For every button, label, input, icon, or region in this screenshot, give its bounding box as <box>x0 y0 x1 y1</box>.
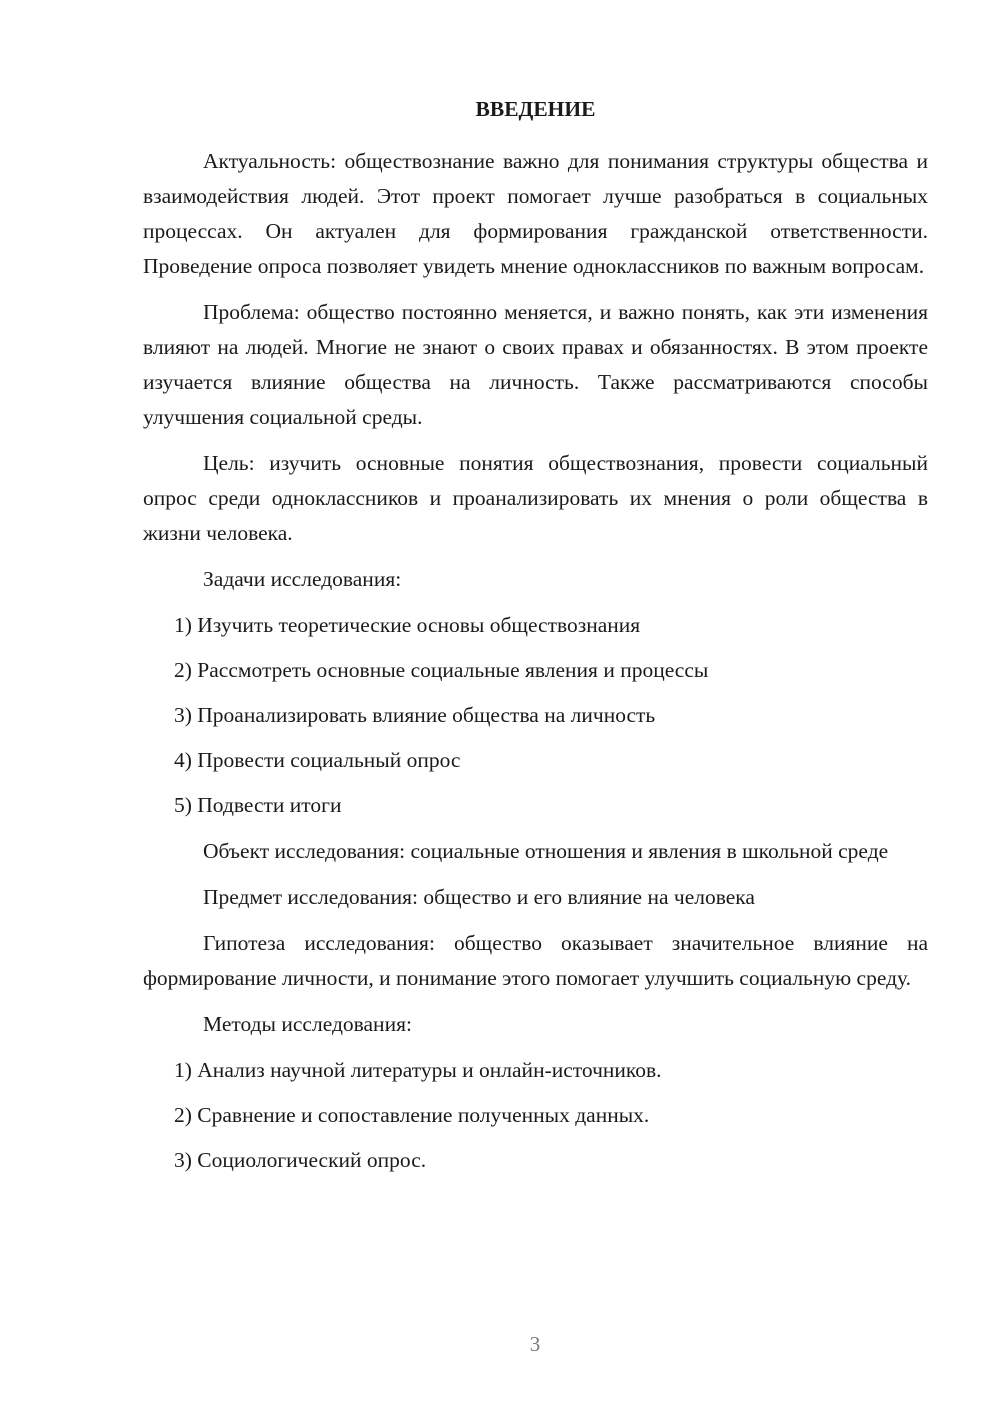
tasks-list <box>143 608 928 823</box>
page-number: 3 <box>529 1332 541 1356</box>
document-page <box>143 94 928 1189</box>
problem-paragraph: Проблема: общество постоянно меняется, и важно понять, как эти изменения влияют на людей. Многие не знают о своих правах и обязанностях. В этом проекте изучается влияние общества на личность. Также рассматриваются способы улучшения социальной среды. <box>143 300 928 429</box>
goal-paragraph: Цель: изучить основные понятия обществознания, провести социальный опрос среди одноклассников и проанализировать их мнения о роли общества в жизни человека. <box>143 451 928 545</box>
page-title: ВВЕДЕНИЕ <box>475 97 596 121</box>
object-paragraph: Объект исследования: социальные отношения и явления в школьной среде <box>203 839 889 863</box>
method-item: 3) Социологический опрос. <box>174 1148 427 1172</box>
task-item: 2) Рассмотреть основные социальные явления и процессы <box>174 658 709 682</box>
task-item: 1) Изучить теоретические основы обществознания <box>174 613 641 637</box>
task-item: 5) Подвести итоги <box>174 793 342 817</box>
methods-list <box>143 1053 928 1178</box>
method-item: 2) Сравнение и сопоставление полученных данных. <box>174 1103 650 1127</box>
task-item: 4) Провести социальный опрос <box>174 748 461 772</box>
methods-label: Методы исследования: <box>203 1012 412 1036</box>
relevance-paragraph: Актуальность: обществознание важно для понимания структуры общества и взаимодействия людей. Этот проект помогает лучше разобраться в социальных процессах. Он актуален для формирования гражданской ответственности. Проведение опроса позволяет увидеть мнение одноклассников по важным вопросам. <box>143 149 928 278</box>
method-item: 1) Анализ научной литературы и онлайн-источников. <box>174 1058 662 1082</box>
tasks-label: Задачи исследования: <box>203 567 402 591</box>
subject-paragraph: Предмет исследования: общество и его влияние на человека <box>203 885 755 909</box>
task-item: 3) Проанализировать влияние общества на личность <box>174 703 656 727</box>
hypothesis-paragraph: Гипотеза исследования: общество оказывает значительное влияние на формирование личности, и понимание этого помогает улучшить социальную среду. <box>143 931 928 990</box>
